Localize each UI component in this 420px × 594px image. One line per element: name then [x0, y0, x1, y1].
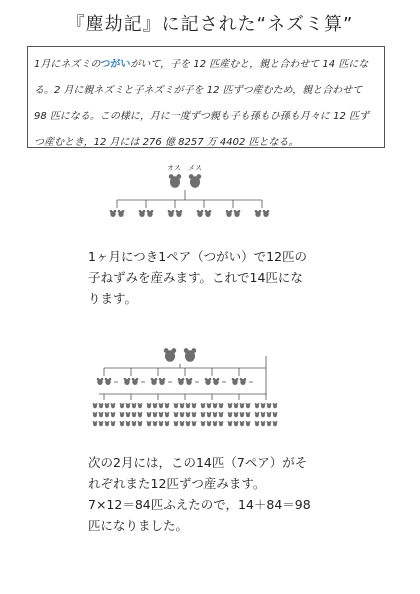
- grandchild-mouse-icon: [165, 412, 170, 417]
- child-mouse-icon: [118, 210, 125, 217]
- grandchild-mouse-icon: [153, 421, 158, 426]
- grandchild-mouse-icon: [111, 421, 116, 426]
- child-mouse-icon: [97, 378, 104, 385]
- grandchild-mouse-icon: [228, 412, 233, 417]
- parent-male-mouse-icon: [169, 174, 181, 188]
- grandchild-mouse-icon: [201, 421, 206, 426]
- grandchild-mouse-icon: [138, 403, 143, 408]
- grandchild-mouse-icon: [138, 421, 143, 426]
- grandchild-mouse-icon: [111, 403, 116, 408]
- grandchild-mouse-icon: [174, 412, 179, 417]
- grandchild-mouse-icon: [192, 421, 197, 426]
- child-mouse-icon: [132, 378, 139, 385]
- grandchild-mouse-icon: [207, 403, 212, 408]
- grandchild-mouse-icon: [213, 421, 218, 426]
- grandchild-mouse-icon: [207, 412, 212, 417]
- grandchild-mouse-icon: [165, 403, 170, 408]
- grandchild-mouse-icon: [180, 412, 185, 417]
- grandchild-mouse-icon: [273, 403, 278, 408]
- grandchild-mouse-icon: [105, 412, 110, 417]
- child-mouse-icon: [234, 210, 241, 217]
- grandchild-mouse-icon: [228, 421, 233, 426]
- child-mouse-icon: [205, 378, 212, 385]
- summary-text-before: 1月にネズミの: [34, 59, 101, 70]
- grandchild-mouse-icon: [246, 421, 251, 426]
- grandchild-mouse-icon: [111, 412, 116, 417]
- grandchild-mouse-icon: [255, 421, 260, 426]
- grandchild-mouse-icon: [261, 421, 266, 426]
- grandchild-mouse-icon: [105, 403, 110, 408]
- child-mouse-icon: [205, 210, 212, 217]
- grandchild-mouse-icon: [147, 412, 152, 417]
- grandchild-mouse-icon: [126, 421, 131, 426]
- child-mouse-icon: [105, 378, 112, 385]
- grandchild-mouse-icon: [234, 403, 239, 408]
- grandchild-mouse-icon: [219, 412, 224, 417]
- grandchild-mouse-icon: [186, 403, 191, 408]
- grandchild-mouse-icon: [192, 412, 197, 417]
- grandchild-mouse-icon: [174, 421, 179, 426]
- grandchild-mouse-icon: [93, 412, 98, 417]
- child-mouse-icon: [124, 378, 131, 385]
- child-mouse-icon: [139, 210, 146, 217]
- grandchild-mouse-icon: [234, 412, 239, 417]
- child-mouse-icon: [178, 378, 185, 385]
- parent-male-mouse-icon: [164, 348, 176, 362]
- grandchild-mouse-icon: [273, 412, 278, 417]
- grandchild-mouse-icon: [219, 421, 224, 426]
- grandchild-mouse-icon: [255, 403, 260, 408]
- grandchild-mouse-icon: [126, 412, 131, 417]
- child-mouse-icon: [159, 378, 166, 385]
- child-mouse-icon: [226, 210, 233, 217]
- grandchild-mouse-icon: [267, 421, 272, 426]
- grandchild-mouse-icon: [99, 412, 104, 417]
- grandchild-mouse-icon: [159, 403, 164, 408]
- paragraph-month-1: 1ヶ月につき1ペア（つがい）で12匹の子ねずみを産みます。これで14匹になります。: [88, 249, 308, 306]
- grandchild-mouse-icon: [213, 412, 218, 417]
- grandchild-mouse-icon: [120, 412, 125, 417]
- grandchild-mouse-icon: [126, 403, 131, 408]
- grandchild-mouse-icon: [234, 421, 239, 426]
- grandchild-mouse-icon: [273, 421, 278, 426]
- grandchild-mouse-icon: [228, 403, 233, 408]
- page-title: 『塵劫記』に記された“ネズミ算”: [66, 14, 354, 35]
- child-mouse-icon: [151, 378, 158, 385]
- paragraph-month-2-line-2: 7×12＝84匹ふえたので，14＋84＝98匹になりました。: [88, 497, 311, 533]
- grandchild-mouse-icon: [99, 403, 104, 408]
- parent-female-mouse-icon: [189, 174, 201, 188]
- grandchild-mouse-icon: [240, 412, 245, 417]
- grandchild-mouse-icon: [174, 403, 179, 408]
- grandchild-mouse-icon: [153, 403, 158, 408]
- grandchild-mouse-icon: [132, 403, 137, 408]
- grandchild-mouse-icon: [219, 403, 224, 408]
- child-mouse-icon: [232, 378, 239, 385]
- grandchild-mouse-icon: [261, 412, 266, 417]
- child-mouse-icon: [168, 210, 175, 217]
- child-mouse-icon: [186, 378, 193, 385]
- paragraph-month-2: [88, 452, 313, 536]
- child-mouse-icon: [147, 210, 154, 217]
- grandchild-mouse-icon: [240, 421, 245, 426]
- grandchild-mouse-icon: [93, 403, 98, 408]
- grandchild-mouse-icon: [255, 412, 260, 417]
- parent-female-mouse-icon: [184, 348, 196, 362]
- grandchild-mouse-icon: [132, 421, 137, 426]
- child-mouse-icon: [197, 210, 204, 217]
- grandchild-mouse-icon: [105, 421, 110, 426]
- paragraph-month-2-line-1: 次の2月には，この14匹（7ペア）がそれぞれまた12匹ずつ産みます。: [88, 455, 308, 491]
- grandchild-mouse-icon: [186, 421, 191, 426]
- female-label: メス: [188, 164, 202, 172]
- grandchild-mouse-icon: [132, 412, 137, 417]
- grandchild-mouse-icon: [99, 421, 104, 426]
- grandchild-mouse-icon: [180, 421, 185, 426]
- grandchild-mouse-icon: [246, 403, 251, 408]
- grandchild-mouse-icon: [261, 403, 266, 408]
- grandchild-mouse-icon: [240, 403, 245, 408]
- child-mouse-icon: [255, 210, 262, 217]
- grandchild-mouse-icon: [246, 412, 251, 417]
- grandchild-mouse-icon: [147, 421, 152, 426]
- grandchild-mouse-icon: [192, 403, 197, 408]
- child-mouse-icon: [263, 210, 270, 217]
- grandchild-mouse-icon: [267, 403, 272, 408]
- grandchild-mouse-icon: [153, 412, 158, 417]
- grandchild-mouse-icon: [201, 403, 206, 408]
- summary-highlight-tsugai: つがい: [100, 59, 131, 70]
- child-mouse-icon: [213, 378, 220, 385]
- grandchild-mouse-icon: [93, 421, 98, 426]
- grandchild-mouse-icon: [147, 403, 152, 408]
- male-label: オス: [167, 164, 181, 172]
- summary-text-after: がいて，子を 12 匹産むと，親と合わせて 14 匹になる。2 月に親ネズミと子ネズミが子を 12 匹ずつ産むため，親と合わせて 98 匹になる。この様に，月に一度ずつ親も子も孫もひ孫も月々に 12 匹ずつ産むとき，12 月には 276 億 8257 万 4402 匹となる。: [34, 59, 369, 148]
- grandchild-mouse-icon: [159, 412, 164, 417]
- grandchild-mouse-icon: [120, 421, 125, 426]
- child-mouse-icon: [110, 210, 117, 217]
- grandchild-mouse-icon: [186, 412, 191, 417]
- grandchild-mouse-icon: [207, 421, 212, 426]
- grandchild-mouse-icon: [201, 412, 206, 417]
- grandchild-mouse-icon: [120, 403, 125, 408]
- grandchild-mouse-icon: [138, 412, 143, 417]
- grandchild-mouse-icon: [180, 403, 185, 408]
- grandchild-mouse-icon: [213, 403, 218, 408]
- child-mouse-icon: [240, 378, 247, 385]
- grandchild-mouse-icon: [267, 412, 272, 417]
- child-mouse-icon: [176, 210, 183, 217]
- grandchild-mouse-icon: [165, 421, 170, 426]
- grandchild-mouse-icon: [159, 421, 164, 426]
